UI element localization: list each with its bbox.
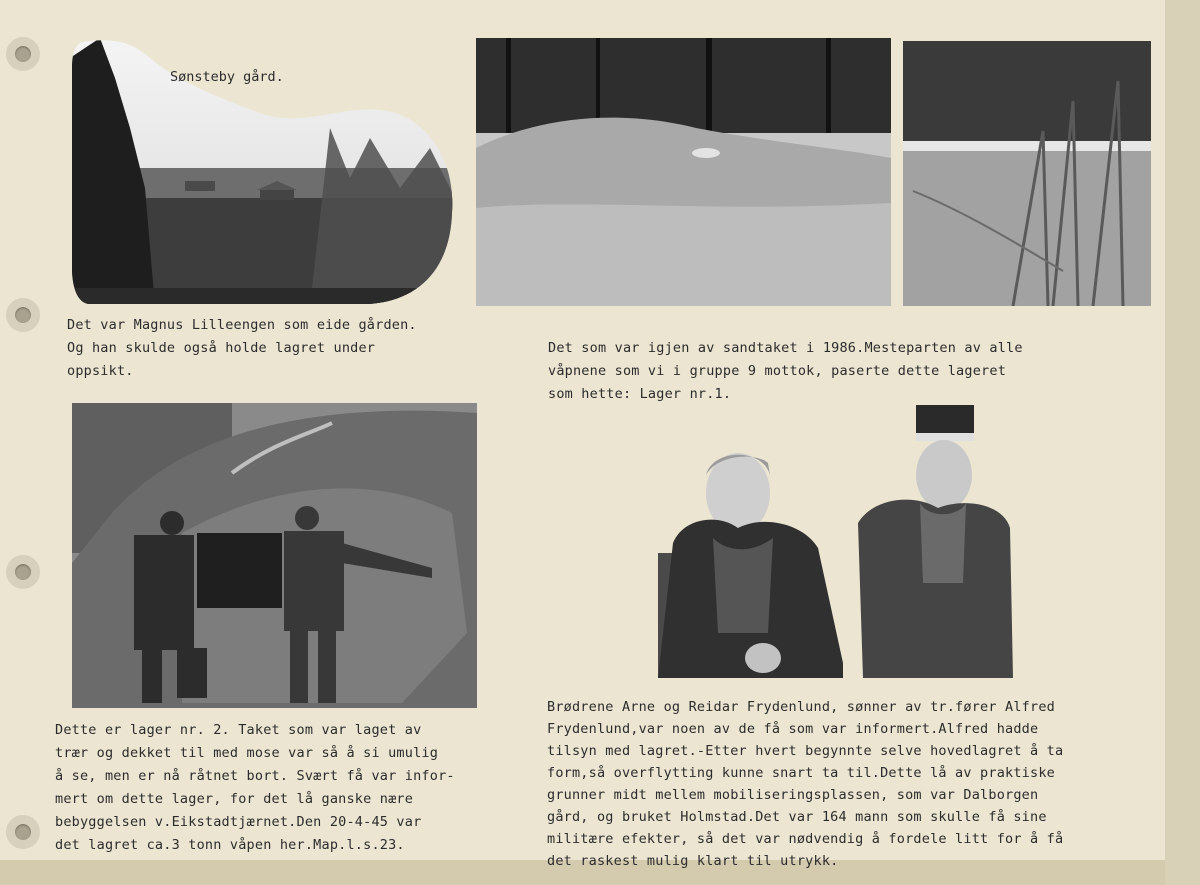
photo-caption-sonsteby: Sønsteby gård. <box>170 69 284 85</box>
photo-sand-pit <box>476 38 891 306</box>
caption-frydenlund-brothers: Brødrene Arne og Reidar Frydenlund, sønner av tr.fører Alfred Frydenlund,var noen av de få som var informert.Alfred hadde tilsyn med lagret.-Etter hvert begynnte selve hovedlagret å ta form,så overflytting kunne snart ta til.Dette lå av praktiske grunner midt mellem mobiliseringsplassen, som var Dalborgen gård, og bruket Holmstad.Det var 164 mann som skulle få sine militære efekter, så det var nødvendig å fordele litt for å få det raskest mulig klart til utrykk. <box>547 699 1064 869</box>
caption-farm-owner: Det var Magnus Lilleengen som eide gården. Og han skulde også holde lagret under oppsikt. <box>67 317 417 379</box>
photo-overgrown-field <box>903 41 1151 306</box>
binder-hole-2 <box>6 298 40 332</box>
photo-storage-two-cave <box>72 403 477 708</box>
caption-storage-two: Dette er lager nr. 2. Taket som var laget av trær og dekket til med mose var så å si umulig å se, men er nå råtnet bort. Svært få var infor- mert om dette lager, for det lå ganske nære bebyggelsen v.Eikstadtjærnet.Den 20-4-45 var det lagret ca.3 tonn våpen her.Map.l.s.23. <box>55 722 455 853</box>
photo-frydenlund-brothers <box>658 403 1014 681</box>
binder-hole-1 <box>6 37 40 71</box>
page-edge-right <box>1165 0 1200 885</box>
binder-hole-4 <box>6 815 40 849</box>
binder-hole-3 <box>6 555 40 589</box>
caption-sand-pit: Det som var igjen av sandtaket i 1986.Mesteparten av alle våpnene som vi i gruppe 9 mottok, paserte dette lageret som hette: Lager nr.1. <box>548 340 1023 402</box>
